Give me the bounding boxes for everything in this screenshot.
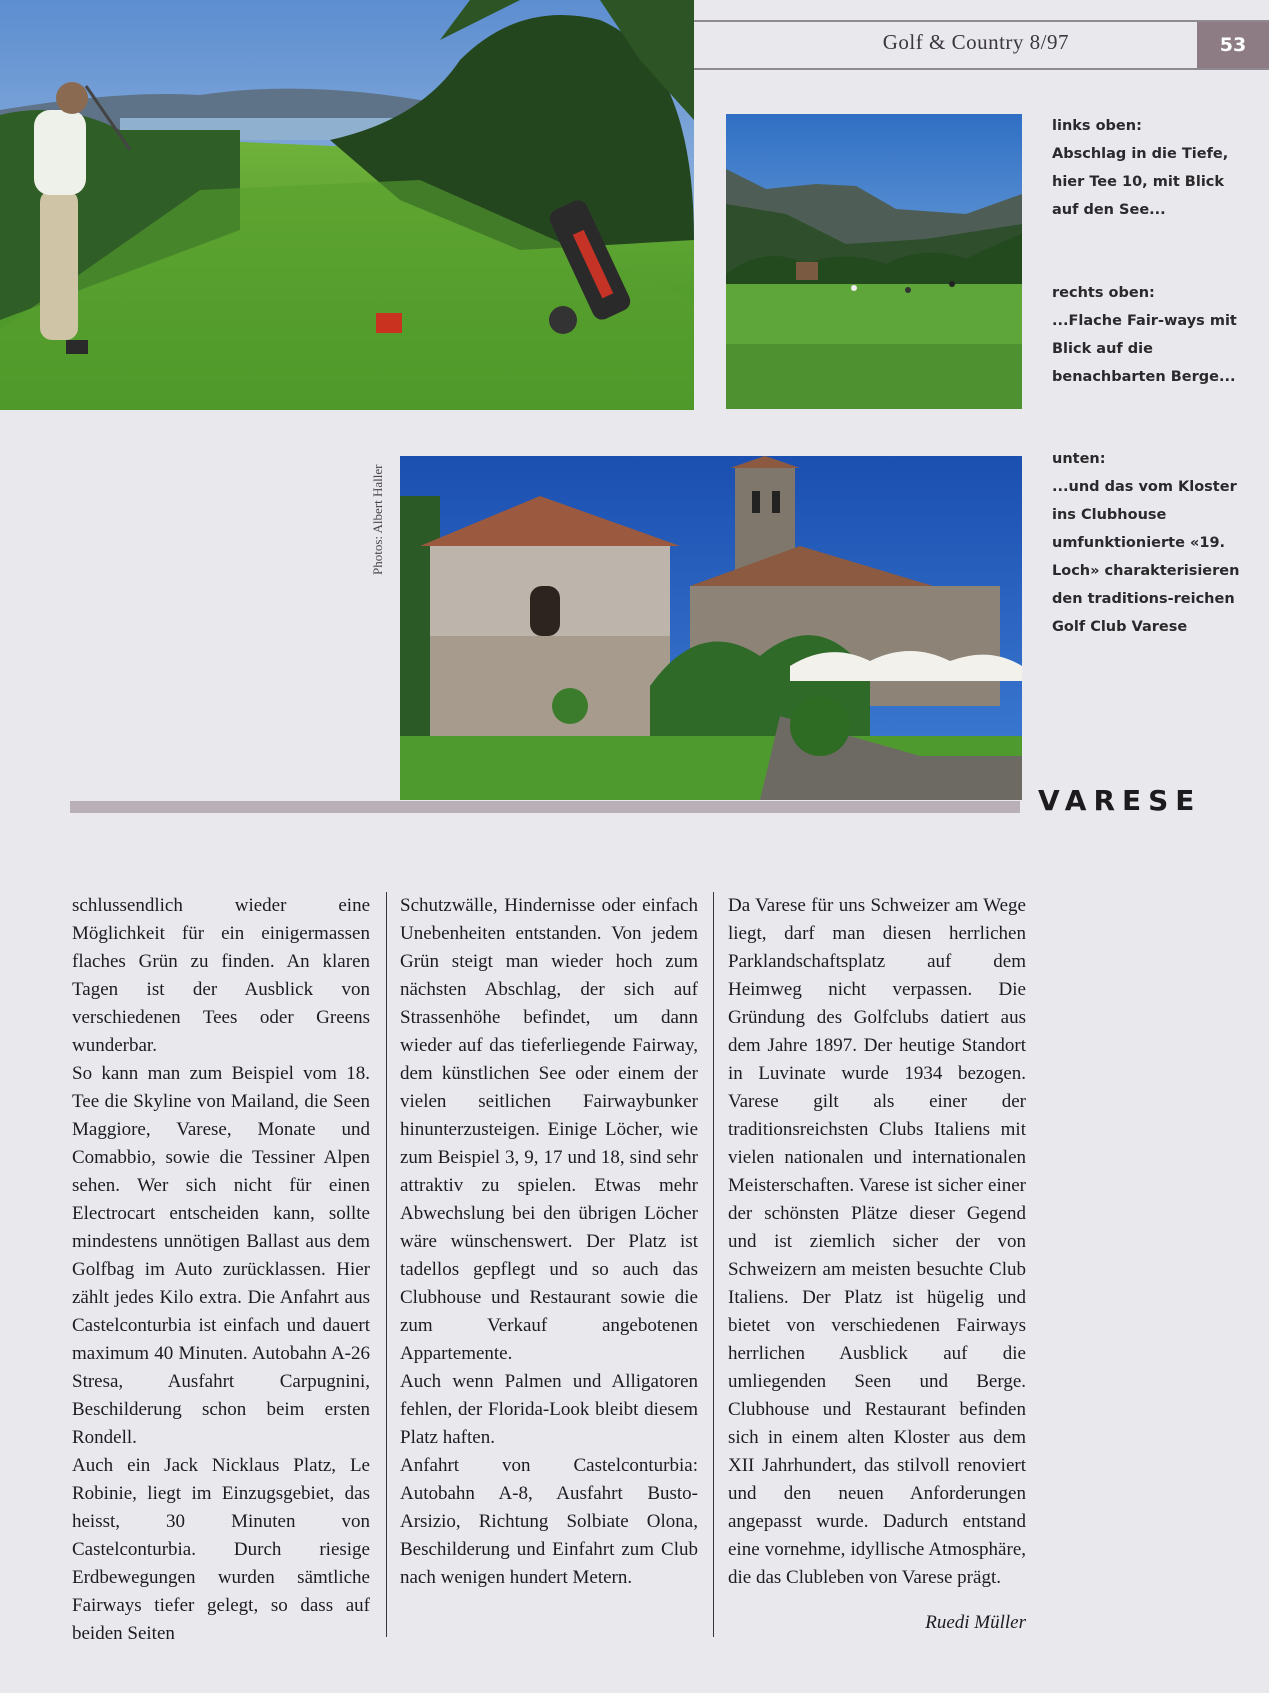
photo-flat-fairway xyxy=(726,114,1022,409)
header-bar xyxy=(694,20,1269,70)
paragraph: So kann man zum Beispiel vom 18. Tee die Skyline von Mailand, die Seen Maggiore, Varese, Monate und Comabbio, sowie die Tessiner Alpen sehen. Wer sich nicht für einen Electrocart entscheiden kann, sollte mindestens unnötigen Ballast aus dem Golfbag im Auto zurücklassen. Hier zählt jedes Kilo extra. Die Anfahrt aus Castelconturbia ist einfach und dauert maximum 40 Minuten. Autobahn A-26 Stresa, Ausfahrt Carpugnini, Beschilderung schon beim ersten Rondell. xyxy=(72,1063,370,1448)
author-byline: Ruedi Müller xyxy=(925,1612,1026,1633)
magazine-issue: Golf & Country 8/97 xyxy=(882,30,1069,54)
paragraph: Schutzwälle, Hindernisse oder einfach Unebenheiten entstanden. Von jedem Grün steigt man wieder hoch zum nächsten Abschlag, der sich auf Strassenhöhe befindet, um dann wieder auf das tieferliegende Fairway, dem künstlichen See oder einem der vielen seitlichen Fairwaybunker hinunterzusteigen. Einige Löcher, wie zum Beispiel 3, 9, 17 und 18, sind sehr attraktiv zu spielen. Etwas mehr Abwechslung bei den übrigen Löcher wäre wünschenswert. Der Platz ist tadellos gepflegt und so auch das Clubhouse und Restaurant sowie die zum Verkauf angebotenen Appartemente. xyxy=(400,895,698,1364)
section-title: VARESE xyxy=(1038,784,1202,817)
photo-clubhouse-monastery xyxy=(400,456,1022,800)
section-rule xyxy=(70,801,1020,813)
paragraph: Anfahrt von Castelconturbia: Autobahn A-8, Ausfahrt Busto-Arsizio, Richtung Solbiate Olona, Beschilderung und Einfahrt zum Club nach wenigen hundert Metern. xyxy=(400,1455,698,1588)
photo-golfer-tee-shot xyxy=(0,0,694,410)
article-column-3 xyxy=(728,892,1026,1592)
fairway-illustration xyxy=(726,114,1022,409)
article-column-2 xyxy=(400,892,698,1592)
caption-text: Abschlag in die Tiefe, hier Tee 10, mit Blick auf den See... xyxy=(1052,146,1229,218)
caption-bottom xyxy=(1052,445,1252,641)
article-column-1 xyxy=(72,892,370,1648)
caption-heading: unten: xyxy=(1052,451,1106,467)
caption-text: ...Flache Fair-ways mit Blick auf die benachbarten Berge... xyxy=(1052,313,1237,385)
caption-top-right xyxy=(1052,279,1252,391)
paragraph: Auch ein Jack Nicklaus Platz, Le Robinie, liegt im Einzugsgebiet, das heisst, 30 Minuten von Castelconturbia. Durch riesige Erdbewegungen wurden sämtliche Fairways tiefer gelegt, so dass auf beiden Seiten xyxy=(72,1455,370,1644)
paragraph: schlussendlich wieder eine Möglichkeit für ein einigermassen flaches Grün zu finden. An klaren Tagen ist der Ausblick von verschiedenen Tees oder Greens wunderbar. xyxy=(72,895,370,1056)
golfer-illustration xyxy=(0,0,694,410)
caption-text: ...und das vom Kloster ins Clubhouse umfunktionierte «19. Loch» charakterisieren den traditions-reichen Golf Club Varese xyxy=(1052,479,1240,635)
column-divider xyxy=(386,892,387,1637)
caption-heading: links oben: xyxy=(1052,118,1142,134)
caption-heading: rechts oben: xyxy=(1052,285,1155,301)
clubhouse-illustration xyxy=(400,456,1022,800)
paragraph: Auch wenn Palmen und Alligatoren fehlen, der Florida-Look bleibt diesem Platz haften. xyxy=(400,1371,698,1448)
photo-credit: Photos: Albert Haller xyxy=(370,464,385,575)
page-number: 53 xyxy=(1197,22,1269,68)
paragraph: Da Varese für uns Schweizer am Wege liegt, darf man diesen herrlichen Parklandschaftsplatz auf dem Heimweg nicht verpassen. Die Gründung des Golfclubs datiert aus dem Jahre 1897. Der heutige Standort in Luvinate wurde 1934 bezogen. Varese gilt als einer der traditionsreichsten Clubs Italiens mit vielen nationalen und internationalen Meisterschaften. Varese ist sicher einer der schönsten Plätze dieser Gegend und ist ziemlich sicher der von Schweizern am meisten besuchte Club Italiens. Der Platz ist hügelig und bietet von verschiedenen Fairways herrlichen Ausblick auf die umliegenden Seen und Berge. Clubhouse und Restaurant befinden sich in einem alten Kloster aus dem XII Jahrhundert, das stilvoll renoviert und den neuen Anforderungen angepasst wurde. Dadurch entstand eine vornehme, idyllische Atmosphäre, die das Clubleben von Varese prägt. xyxy=(728,895,1026,1588)
column-divider xyxy=(713,892,714,1637)
caption-top-left xyxy=(1052,112,1252,224)
